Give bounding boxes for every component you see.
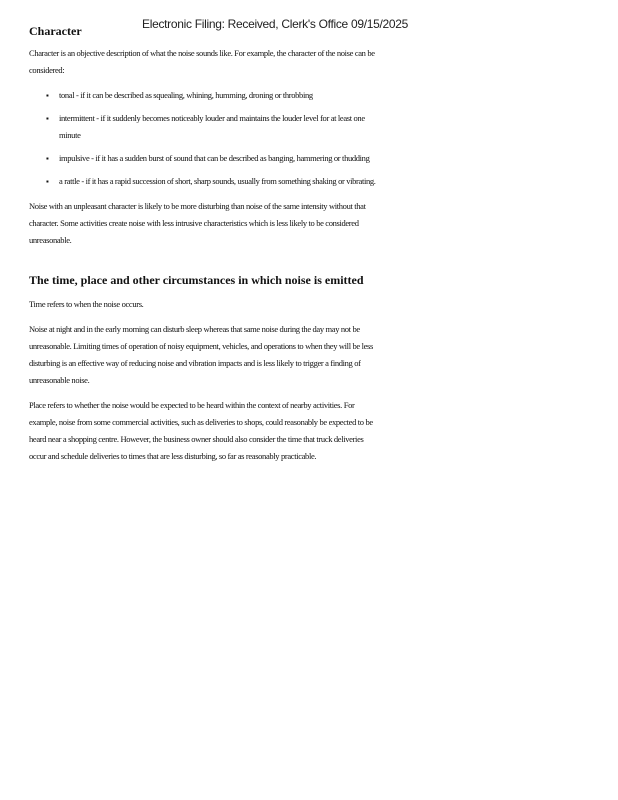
time-place-paragraph-3: Place refers to whether the noise would be expected to be heard within the context of nearby activities. For example, noise from some commercial activities, such as deliveries to shops, could reasonably be expected to be heard near a shopping centre. However, the business owner should also consider the time that truck deliveries occur and schedule deliveries to times that are less disturbing, so far as reasonably practicable. (29, 400, 373, 461)
list-item-text: impulsive - if it has a sudden burst of sound that can be described as banging, hammering or thudding (59, 153, 370, 163)
document-body (29, 24, 379, 465)
list-item (46, 150, 379, 167)
bullet-icon: ▪ (46, 114, 49, 123)
list-item (46, 87, 379, 104)
character-intro: Character is an objective description of what the noise sounds like. For example, the character of the noise can be considered: (29, 48, 375, 75)
list-item-text: intermittent - if it suddenly becomes noticeably louder and maintains the louder level for at least one minute (59, 113, 365, 140)
bullet-icon: ▪ (46, 154, 49, 163)
time-place-paragraph-2: Noise at night and in the early morning can disturb sleep whereas that same noise during the day may not be unreasonable. Limiting times of operation of noisy equipment, vehicles, and operations to when they will be less disturbing is an effective way of reducing noise and vibration impacts and is less likely to trigger a finding of unreasonable noise. (29, 324, 373, 385)
time-place-heading: The time, place and other circumstances in which noise is emitted (29, 273, 364, 287)
filing-stamp: Electronic Filing: Received, Clerk's Office 09/15/2025 (142, 17, 409, 31)
list-item (46, 110, 379, 144)
bullet-icon: ▪ (46, 177, 49, 186)
character-heading: Character (29, 24, 82, 38)
character-closing: Noise with an unpleasant character is likely to be more disturbing than noise of the same intensity without that character. Some activities create noise with less intrusive characteristics which is less likely to be considered unreasonable. (29, 201, 366, 245)
time-place-paragraph-1: Time refers to when the noise occurs. (29, 299, 144, 309)
list-item-text: tonal - if it can be described as squealing, whining, humming, droning or throbbing (59, 90, 313, 100)
list-item (46, 173, 379, 190)
bullet-icon: ▪ (46, 91, 49, 100)
character-list (29, 87, 379, 190)
list-item-text: a rattle - if it has a rapid succession of short, sharp sounds, usually from something shaking or vibrating. (59, 176, 376, 186)
